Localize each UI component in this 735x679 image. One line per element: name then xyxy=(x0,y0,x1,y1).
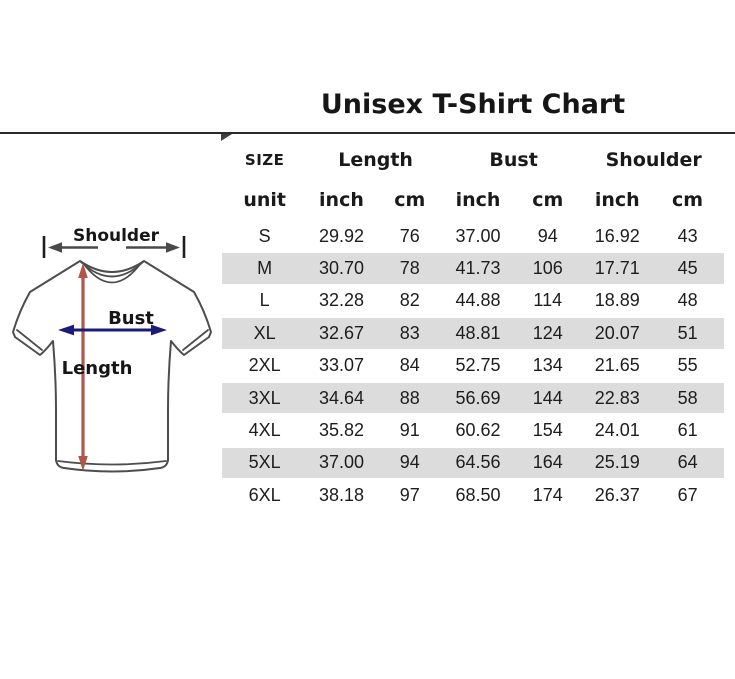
cell-bust-cm: 114 xyxy=(533,290,563,311)
cell-shoulder-inch: 17.71 xyxy=(583,252,651,284)
cell-size: XL xyxy=(222,317,307,349)
cell-shoulder-inch: 18.89 xyxy=(594,290,640,311)
cell-length-inch: 32.67 xyxy=(307,317,375,349)
cell-length-inch: 35.82 xyxy=(318,420,364,441)
cell-bust-cm: 106 xyxy=(512,252,583,284)
cell-shoulder-inch: 20.07 xyxy=(583,317,651,349)
cell-length-inch: 30.70 xyxy=(307,252,375,284)
cell-size: 6XL xyxy=(248,484,281,505)
cell-shoulder-inch: 25.19 xyxy=(583,447,651,479)
cell-bust-inch: 44.88 xyxy=(455,290,501,311)
cell-length-cm: 82 xyxy=(399,290,420,311)
cell-size: 2XL xyxy=(248,355,281,376)
length-group-header: Length xyxy=(338,149,413,171)
unit-bust-cm: cm xyxy=(532,188,564,211)
unit-length-cm: cm xyxy=(394,188,426,211)
unit-length-inch: inch xyxy=(319,188,364,211)
cell-bust-inch: 41.73 xyxy=(444,252,512,284)
cell-shoulder-cm: 45 xyxy=(651,252,724,284)
cell-shoulder-inch: 21.65 xyxy=(594,355,640,376)
cell-bust-cm: 144 xyxy=(512,382,583,414)
cell-shoulder-cm: 67 xyxy=(677,484,698,505)
cell-length-inch: 29.92 xyxy=(318,225,364,246)
size-chart-table xyxy=(222,140,724,513)
cell-shoulder-cm: 55 xyxy=(677,355,698,376)
cell-length-cm: 88 xyxy=(376,382,444,414)
cell-size: 3XL xyxy=(222,382,307,414)
cell-bust-cm: 164 xyxy=(512,447,583,479)
table-row xyxy=(222,252,724,284)
unit-header: unit xyxy=(243,188,286,211)
cell-bust-inch: 48.81 xyxy=(444,317,512,349)
cell-shoulder-cm: 48 xyxy=(677,290,698,311)
table-row xyxy=(222,382,724,414)
cell-length-cm: 83 xyxy=(376,317,444,349)
table-row xyxy=(222,285,724,317)
group-header-row xyxy=(222,140,724,180)
cell-bust-cm: 124 xyxy=(512,317,583,349)
tshirt-measurement-diagram xyxy=(0,130,225,520)
cell-bust-cm: 94 xyxy=(537,225,558,246)
cell-bust-inch: 68.50 xyxy=(455,484,501,505)
table-row xyxy=(222,447,724,479)
cell-bust-inch: 52.75 xyxy=(455,355,501,376)
bust-label: Bust xyxy=(108,308,154,329)
table-row xyxy=(222,220,724,252)
cell-bust-cm: 174 xyxy=(532,484,563,505)
cell-size: S xyxy=(258,225,271,246)
cell-length-inch: 37.00 xyxy=(307,447,375,479)
cell-shoulder-inch: 26.37 xyxy=(594,484,640,505)
table-row xyxy=(222,350,724,382)
cell-bust-inch: 56.69 xyxy=(444,382,512,414)
cell-shoulder-cm: 43 xyxy=(677,225,698,246)
cell-length-cm: 91 xyxy=(399,420,420,441)
table-row xyxy=(222,414,724,446)
cell-shoulder-cm: 58 xyxy=(651,382,724,414)
cell-bust-cm: 134 xyxy=(532,355,563,376)
cell-size: 5XL xyxy=(222,447,307,479)
cell-length-inch: 38.18 xyxy=(318,484,364,505)
unit-shoulder-cm: cm xyxy=(672,188,704,211)
cell-length-cm: 84 xyxy=(399,355,420,376)
cell-shoulder-inch: 24.01 xyxy=(594,420,640,441)
cell-length-inch: 33.07 xyxy=(318,355,364,376)
cell-length-cm: 97 xyxy=(399,484,420,505)
shoulder-group-header: Shoulder xyxy=(605,149,702,171)
shoulder-label: Shoulder xyxy=(72,226,160,246)
cell-size: M xyxy=(222,252,307,284)
cell-bust-inch: 64.56 xyxy=(444,447,512,479)
page-title: Unisex T-Shirt Chart xyxy=(320,89,626,120)
cell-shoulder-cm: 51 xyxy=(651,317,724,349)
cell-shoulder-cm: 61 xyxy=(677,420,698,441)
cell-length-inch: 34.64 xyxy=(307,382,375,414)
cell-length-inch: 32.28 xyxy=(318,290,364,311)
cell-length-cm: 76 xyxy=(399,225,420,246)
cell-size: 4XL xyxy=(248,420,281,441)
length-label: Length xyxy=(61,358,133,379)
cell-bust-inch: 60.62 xyxy=(455,420,501,441)
cell-length-cm: 94 xyxy=(376,447,444,479)
cell-bust-cm: 154 xyxy=(532,420,563,441)
unit-header-row xyxy=(222,180,724,220)
unit-bust-inch: inch xyxy=(455,188,501,211)
table-row xyxy=(222,479,724,511)
cell-shoulder-inch: 16.92 xyxy=(594,225,640,246)
cell-shoulder-cm: 64 xyxy=(651,447,724,479)
cell-length-cm: 78 xyxy=(376,252,444,284)
bust-group-header: Bust xyxy=(489,149,538,171)
cell-bust-inch: 37.00 xyxy=(455,225,501,246)
table-row xyxy=(222,317,724,349)
unit-shoulder-inch: inch xyxy=(594,188,640,211)
cell-shoulder-inch: 22.83 xyxy=(583,382,651,414)
size-column-header: SIZE xyxy=(244,151,285,169)
cell-size: L xyxy=(259,290,270,311)
